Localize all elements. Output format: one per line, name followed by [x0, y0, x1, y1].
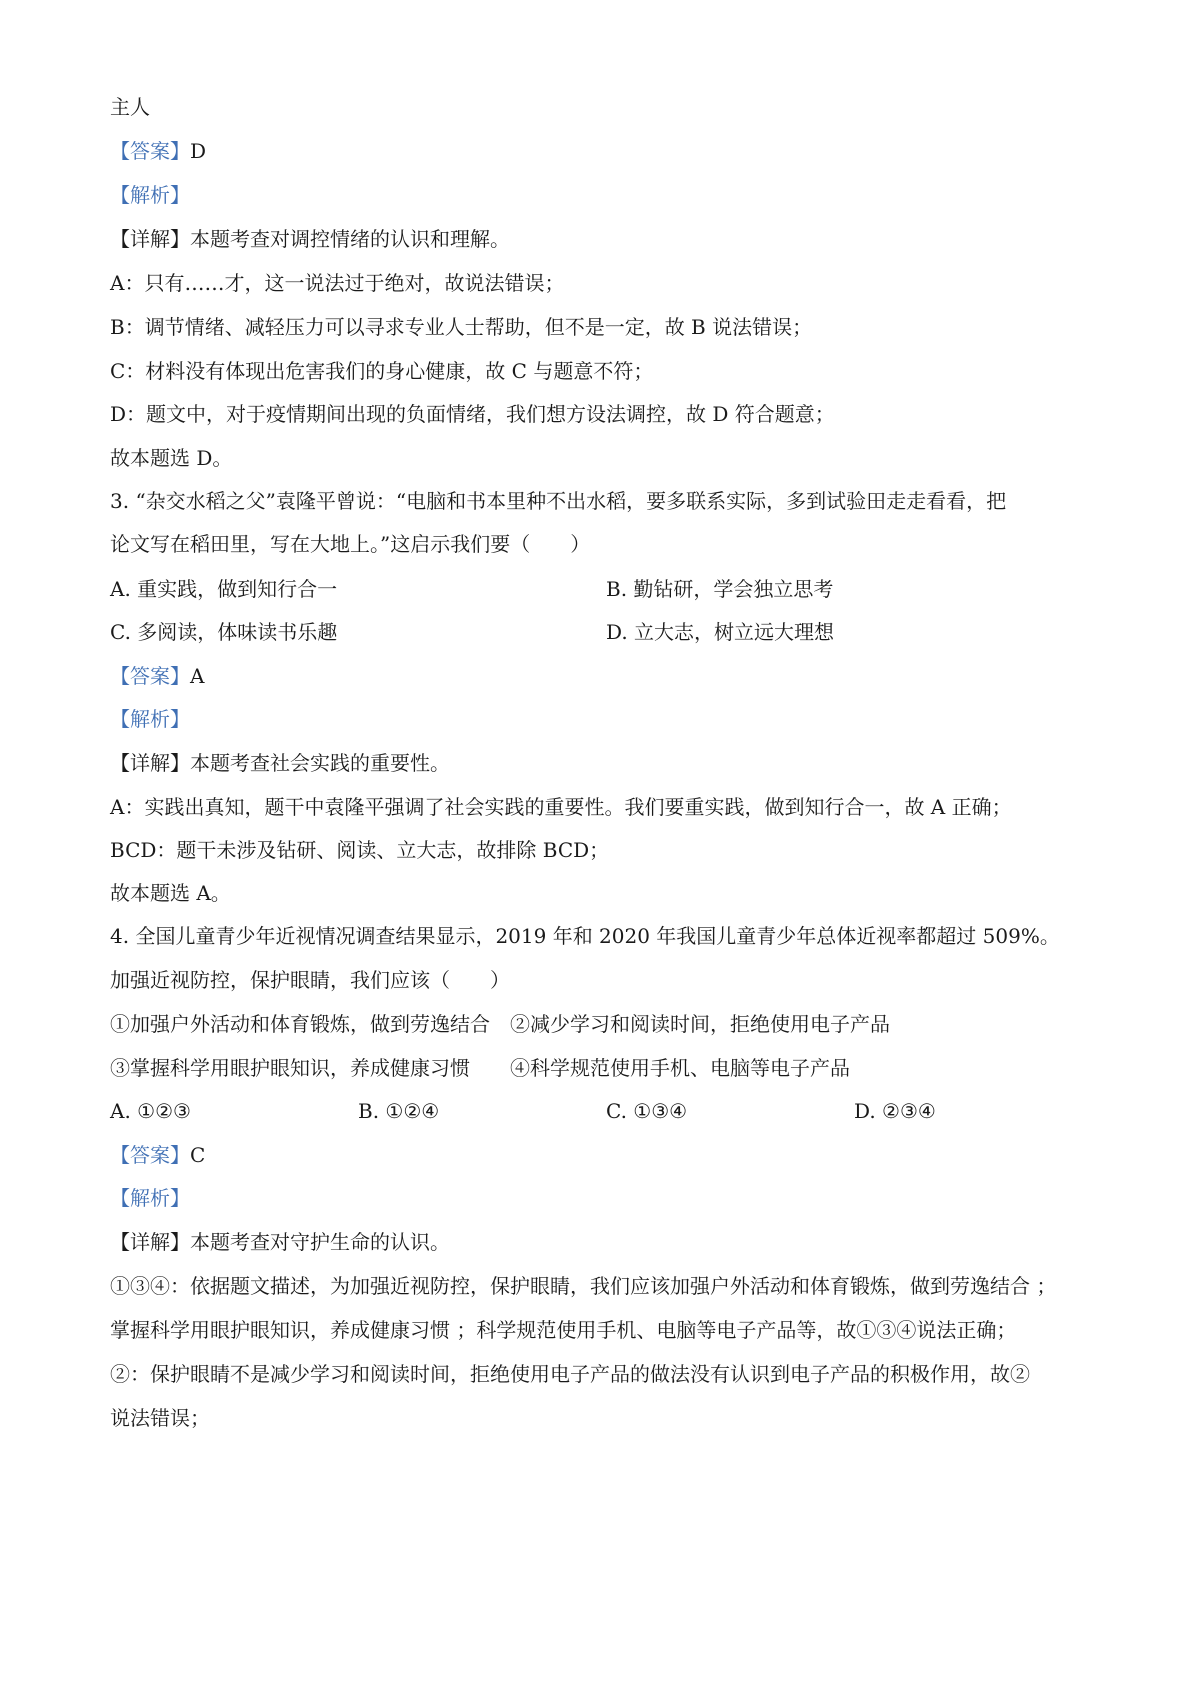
q2-answer: D — [190, 139, 207, 163]
q4-analysis-tag: 【解析】 — [110, 1186, 190, 1210]
q2-conclusion: 故本题选 D。 — [110, 446, 233, 470]
q4-stem-line2: 加强近视防控，保护眼睛，我们应该（ ） — [110, 968, 510, 992]
q2-explain-b: B：调节情绪、减轻压力可以寻求专业人士帮助，但不是一定，故 B 说法错误； — [110, 315, 813, 339]
q4-option-c: C. ①③④ — [606, 1099, 688, 1123]
q4-detail: 【详解】本题考查对守护生命的认识。 — [110, 1230, 450, 1254]
q3-option-c: C. 多阅读，体味读书乐趣 — [110, 620, 338, 644]
answer-tag: 【答案】 — [110, 139, 190, 163]
q2-explain-c: C：材料没有体现出危害我们的身心健康，故 C 与题意不符； — [110, 359, 654, 383]
q4-option-a: A. ①②③ — [110, 1099, 191, 1123]
q3-answer-line — [110, 662, 204, 690]
answer-tag: 【答案】 — [110, 1143, 190, 1167]
q3-analysis-tag: 【解析】 — [110, 707, 190, 731]
q4-items-line1: ①加强户外活动和体育锻炼，做到劳逸结合 ②减少学习和阅读时间，拒绝使用电子产品 — [110, 1012, 890, 1036]
q4-explain-line3: ②：保护眼睛不是减少学习和阅读时间，拒绝使用电子产品的做法没有认识到电子产品的积极作用，故② — [110, 1362, 1030, 1386]
q2-detail: 【详解】本题考查对调控情绪的认识和理解。 — [110, 227, 510, 251]
q2-text-end: 主人 — [110, 95, 150, 119]
q3-stem-line2: 论文写在稻田里，写在大地上。”这启示我们要（ ） — [110, 532, 591, 556]
q3-stem-line1: 3. “杂交水稻之父”袁隆平曾说：“电脑和书本里种不出水稻，要多联系实际，多到试验田走走看看，把 — [110, 489, 1007, 513]
q3-option-a: A. 重实践，做到知行合一 — [110, 577, 338, 601]
answer-tag: 【答案】 — [110, 664, 190, 688]
q4-option-d: D. ②③④ — [854, 1099, 936, 1123]
q2-explain-a: A：只有……才，这一说法过于绝对，故说法错误； — [110, 271, 565, 295]
q4-answer-line — [110, 1141, 205, 1169]
q3-explain-a: A：实践出真知，题干中袁隆平强调了社会实践的重要性。我们要重实践，做到知行合一，故 A 正确； — [110, 795, 1012, 819]
q4-explain-line2: 掌握科学用眼护眼知识，养成健康习惯 ；科学规范使用手机、电脑等电子产品等，故①③④说法正确； — [110, 1318, 1017, 1342]
q2-analysis-tag: 【解析】 — [110, 183, 190, 207]
q4-stem-line1: 4. 全国儿童青少年近视情况调查结果显示，2019 年和 2020 年我国儿童青少年总体近视率都超过 509%。 — [110, 924, 1060, 948]
q3-option-b: B. 勤钻研，学会独立思考 — [606, 577, 834, 601]
q4-explain-line4: 说法错误； — [110, 1406, 210, 1430]
q3-detail: 【详解】本题考查社会实践的重要性。 — [110, 751, 450, 775]
q2-explain-d: D：题文中，对于疫情期间出现的负面情绪，我们想方设法调控，故 D 符合题意； — [110, 402, 835, 426]
q3-explain-bcd: BCD：题干未涉及钻研、阅读、立大志，故排除 BCD； — [110, 838, 610, 862]
q2-answer-line — [110, 137, 206, 165]
q3-answer: A — [190, 664, 205, 688]
q4-option-b: B. ①②④ — [358, 1099, 440, 1123]
q3-option-d: D. 立大志，树立远大理想 — [606, 620, 835, 644]
q4-items-line2: ③掌握科学用眼护眼知识，养成健康习惯 ④科学规范使用手机、电脑等电子产品 — [110, 1056, 850, 1080]
q3-conclusion: 故本题选 A。 — [110, 881, 231, 905]
q4-answer: C — [190, 1143, 206, 1167]
q4-explain-line1: ①③④：依据题文描述，为加强近视防控，保护眼睛，我们应该加强户外活动和体育锻炼，做到劳逸结合 ； — [110, 1274, 1057, 1298]
